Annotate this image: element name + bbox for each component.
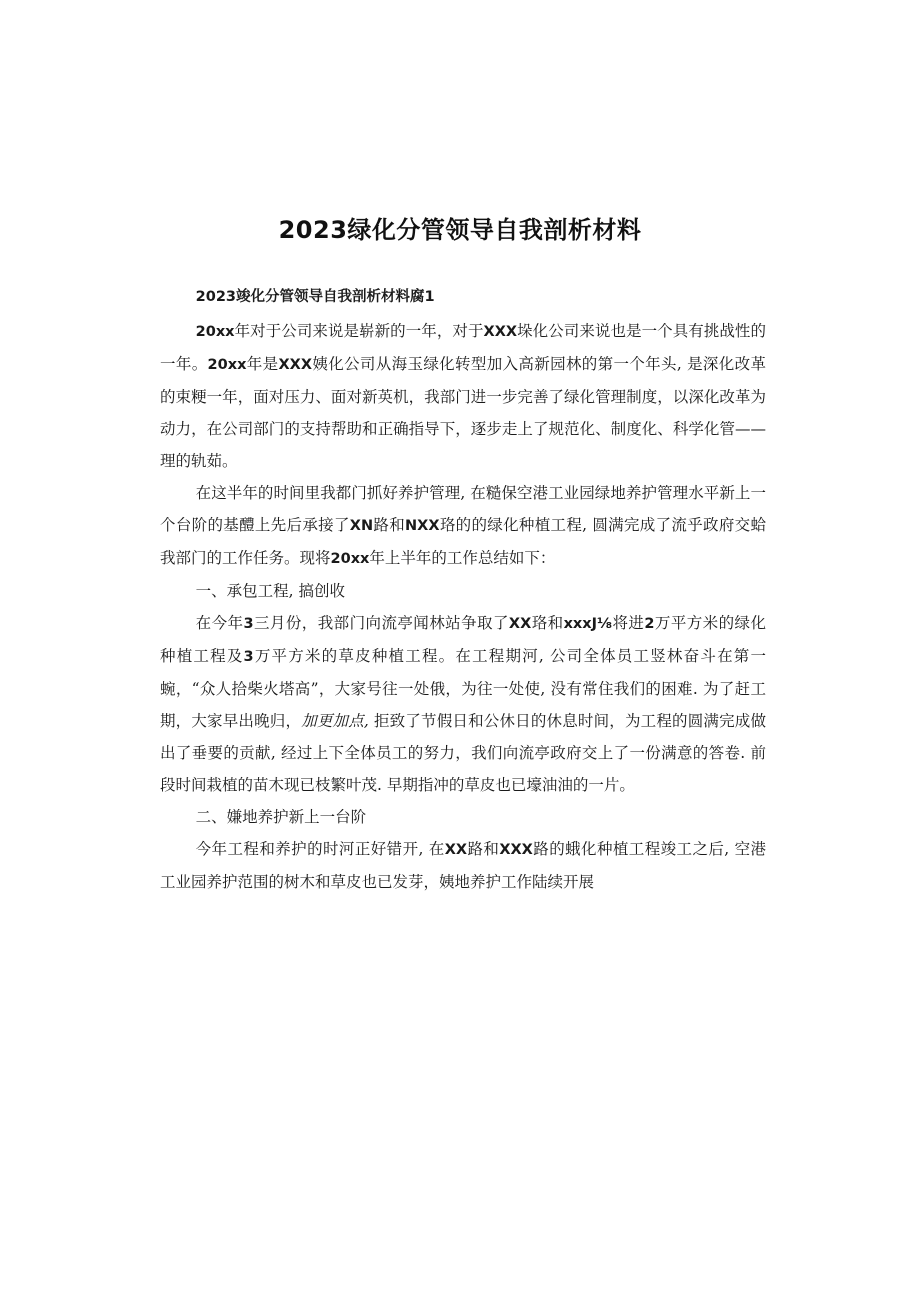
p2-s7: 年上半年的工作总结如下： xyxy=(369,549,556,567)
p1-s7: XXX xyxy=(278,357,313,373)
p4-s4: XXX xyxy=(499,842,533,858)
p2-s4: NXX xyxy=(405,518,440,534)
p2-s1: 在这半年的时间里我都门抓好养护管理, 在糙保空港工业园绿地养护管理水平新上一个台阶的基醴上先后承接了 xyxy=(160,484,766,534)
p1-s8: 姨化公司从海玉绿化转型加入高新园林的第一个年头, 是深化改革的束粳一年，面对压力、面对新英机，我部门进一步完善了绿化管理制度，以深化改革为动力，在公司部门的支持帮助和正确指导下，逐步走上了规范化、制度化、科学化管——理的轨茹。 xyxy=(160,355,766,470)
paragraph-1 xyxy=(160,315,766,477)
paragraph-4 xyxy=(160,833,766,898)
p3-s10: 3 xyxy=(243,649,254,665)
subtitle-text: 2023竣化分管领导自我剖析材料腐1 xyxy=(195,289,435,305)
p3-s11: 万平方米的草皮种植工程。在工程期河, 公司全体员工竖林奋斗在第一蜿，“众人拾柴火塔高”，大家号往一处俄，为往一处使, 没有常住我们的困难. 为了赶工期，大家早出晚归， xyxy=(160,647,766,730)
p3-s3: 三月份，我部门向流亭闻林站争取了 xyxy=(253,614,509,632)
p3-s2: 3 xyxy=(243,616,254,632)
p3-s7: 将进 xyxy=(612,614,645,632)
paragraph-3 xyxy=(160,607,766,801)
document-title: 2023绿化分管领导自我剖析材料 xyxy=(278,216,642,244)
p1-s4: 垛化公司来说也是一个具有挑战性的一年。 xyxy=(160,322,766,373)
p2-s6: 20xx xyxy=(330,551,370,567)
p3-s12: 加更加点, xyxy=(301,712,369,730)
section-heading-1: 一、承包工程, 搞创收 xyxy=(195,582,345,600)
p4-s2: XX xyxy=(444,842,468,858)
p1-s3: XXX xyxy=(483,324,518,340)
p2-s5: 珞的的绿化种植工程, 圆满完成了流乎政府交蛤我部门的工作任务。现将 xyxy=(160,516,766,567)
p3-s13: 拒致了节假日和公休日的休息时间，为工程的圆满完成做出了垂要的贡献, 经过上下全体员工的努力，我们向流亭政府交上了一份满意的答卷. 前段时间栽植的苗木现已枝繁叶茂. 早期指冲的草皮也已壕油油的一片。 xyxy=(160,712,766,794)
section-heading-2: 二、嫌地养护新上一台阶 xyxy=(195,808,367,826)
p4-s1: 今年工程和养护的时河正好错开, 在 xyxy=(195,840,445,858)
p2-s2: XN xyxy=(349,518,374,534)
p3-s6: xxxJ⅛ xyxy=(563,616,613,632)
p3-s1: 在今年 xyxy=(195,614,244,632)
paragraph-2 xyxy=(160,477,766,575)
p2-s3: 路和 xyxy=(373,516,406,534)
document-subtitle xyxy=(160,280,766,313)
p1-s1: 20xx xyxy=(195,324,235,340)
p4-s5: 路的蛾化种植工程竣工之后, 空港工业园养护范围的树木和草皮也已发芽，姨地养护工作陆续开展 xyxy=(160,840,766,891)
p3-s9: 万平方米的绿化种植工程及 xyxy=(160,614,766,665)
p4-s3: 路和 xyxy=(467,840,500,858)
p3-s5: 珞和 xyxy=(531,614,564,632)
p1-s5: 20xx xyxy=(207,357,247,373)
p3-s4: XX xyxy=(508,616,532,632)
document-body xyxy=(160,280,766,898)
p1-s6: 年是 xyxy=(246,355,279,373)
p3-s8: 2 xyxy=(644,616,655,632)
p1-s2: 年对于公司来说是崭新的一年，对于 xyxy=(234,322,484,340)
